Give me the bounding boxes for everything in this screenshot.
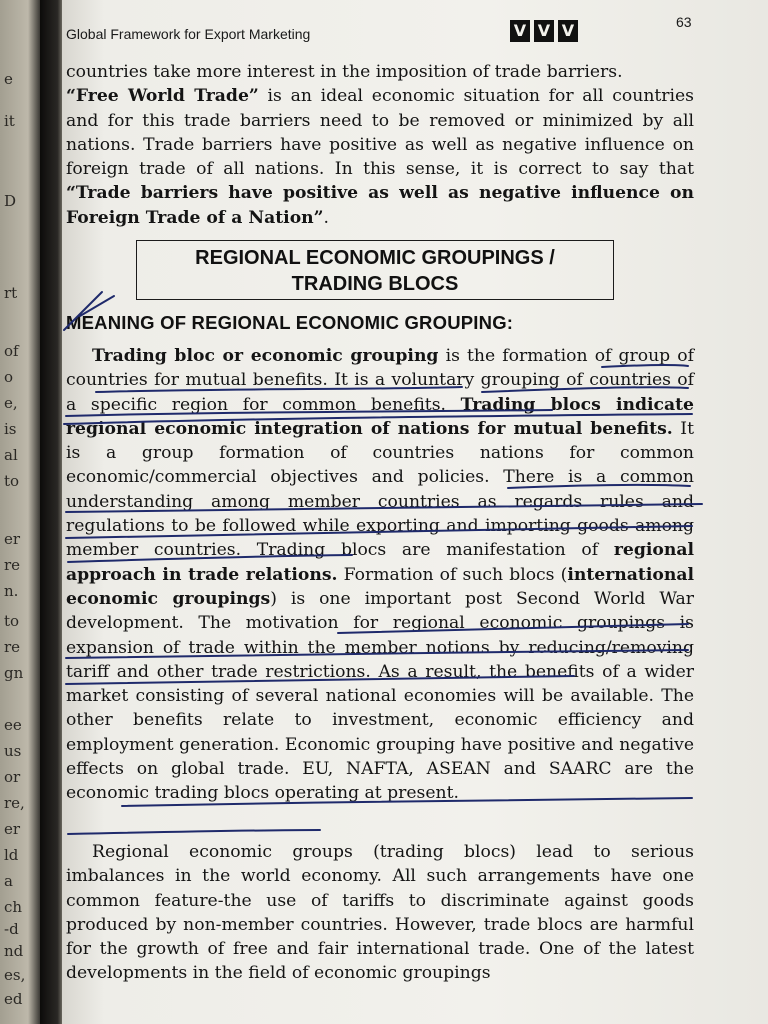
bold-phrase: regional approach in trade relations. bbox=[66, 540, 694, 585]
margin-fragment: it bbox=[4, 112, 15, 130]
margin-fragment: re bbox=[4, 556, 21, 574]
text-run: k bbox=[170, 62, 181, 82]
section-heading-line1: REGIONAL ECONOMIC GROUPINGS / bbox=[195, 247, 555, 269]
margin-fragment: ed bbox=[4, 990, 23, 1008]
margin-fragment: e, bbox=[4, 394, 18, 412]
margin-fragment: gn bbox=[4, 664, 24, 682]
pen-underline bbox=[68, 830, 320, 834]
margin-fragment: nd bbox=[4, 942, 24, 960]
previous-page-edge bbox=[0, 0, 40, 1024]
margin-fragment: er bbox=[4, 530, 21, 548]
text-run: countries ta bbox=[66, 62, 171, 82]
margin-fragment: e bbox=[4, 70, 13, 88]
margin-fragment: of bbox=[4, 342, 19, 360]
book-gutter bbox=[40, 0, 62, 1024]
margin-fragment: us bbox=[4, 742, 22, 760]
margin-fragment: ld bbox=[4, 846, 19, 864]
logo-letter: V bbox=[534, 20, 554, 42]
running-title: Global Framework for Export Marketing bbox=[66, 26, 311, 42]
margin-fragment: re, bbox=[4, 794, 25, 812]
page bbox=[62, 0, 768, 1024]
logo-letter: V bbox=[510, 20, 530, 42]
margin-fragment: re bbox=[4, 638, 21, 656]
section-heading-line2: TRADING BLOCS bbox=[291, 273, 459, 295]
bold-phrase: “Trade barriers have positive as well as negative influence on Foreign Trade of a Nation” bbox=[66, 183, 694, 228]
subheading: MEANING OF REGIONAL ECONOMIC GROUPING: bbox=[66, 312, 514, 333]
margin-fragment: -d bbox=[4, 920, 19, 938]
margin-fragment: er bbox=[4, 820, 21, 838]
publisher-logo bbox=[510, 20, 578, 42]
text-run: is an ideal economic situation for all countries and for this trade barriers need to be removed or minimized by all nations. Trade barriers have positive as well as negative influence on foreign trade of all nations. In this sense, it is correct to say that bbox=[66, 86, 694, 180]
bold-phrase: Trading bloc or economic grouping bbox=[92, 346, 439, 366]
margin-fragment: D bbox=[4, 192, 17, 210]
margin-fragment: or bbox=[4, 768, 21, 786]
text-run: Formation of such blocs ( bbox=[337, 564, 568, 585]
page-number: 63 bbox=[676, 14, 692, 30]
bold-phrase: Trading blocs indicate regional economic integration of nations for mutual benefits. bbox=[66, 394, 694, 439]
margin-fragment: a bbox=[4, 872, 13, 890]
margin-fragment: to bbox=[4, 472, 20, 490]
margin-fragment: to bbox=[4, 612, 20, 630]
text-run: . bbox=[323, 207, 330, 228]
text-run: Regional economic groups (trading blocs) lead to serious imbalances in the world economy. All such arrangements have one common feature-the use of tariffs to discriminate against goods produced by non-member countries. However, trade blocs are harmful for the growth of free and fair international trade. One of the latest developments in the field of economic groupings bbox=[66, 842, 694, 984]
margin-fragment: es, bbox=[4, 966, 26, 984]
text-run: It is a group formation of countries nations for common economic/commercial objectives and policies. There is a common understanding among member countries as regards rules and regulations to be followed while exporting and importing goods among member countries. Trading blocs are manifestation of bbox=[66, 418, 694, 561]
text-run: is the formation of group of countries for mutual benefits. It is a voluntary grouping of countries of a specific region for common benefits. bbox=[66, 346, 694, 415]
logo-letter: V bbox=[558, 20, 578, 42]
margin-fragment: rt bbox=[4, 284, 18, 302]
paragraph-imbalances bbox=[66, 840, 694, 986]
section-heading-box bbox=[136, 240, 614, 300]
text-run: e more interest in the imposition of trade barriers. bbox=[180, 62, 623, 82]
text-run: ) is one important post Second World War development. The motivation for regional economic groupings is expansion of trade within the member notions by reducing/removing tariff and other trade restrictions. As a result, the benefits of a wider market consisting of several national economies will be available. The other benefits relate to investment, economic efficiency and employment generation. Economic grouping have positive and negative effects on global trade. EU, NAFTA, ASEAN and SAARC are the economic trading blocs operating at present. bbox=[66, 588, 694, 804]
margin-fragment: n. bbox=[4, 582, 19, 600]
margin-fragment: o bbox=[4, 368, 14, 386]
bold-phrase: “Free World Trade” bbox=[66, 86, 259, 107]
margin-fragment: ee bbox=[4, 716, 22, 734]
margin-fragment: is bbox=[4, 420, 17, 438]
margin-fragment: al bbox=[4, 446, 18, 464]
margin-fragment: ch bbox=[4, 898, 23, 916]
paragraph-intro bbox=[66, 60, 694, 230]
bold-phrase: international economic groupings bbox=[66, 564, 694, 609]
paragraph-meaning bbox=[66, 344, 694, 806]
